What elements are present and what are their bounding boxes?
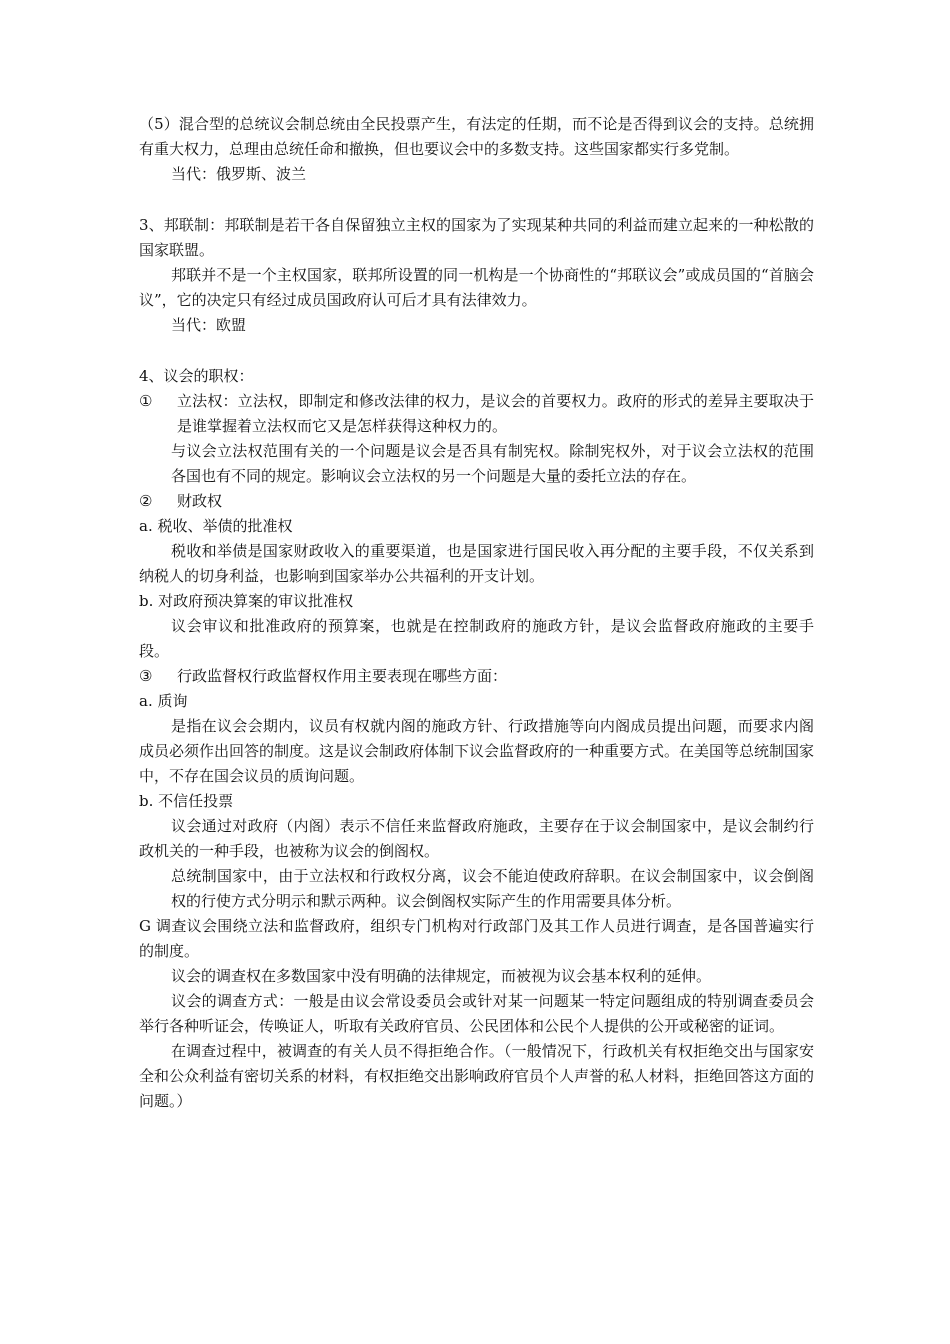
subheading-tax-approval: a. 税收、举债的批准权 bbox=[139, 517, 293, 535]
paragraph-no-confidence-1: 议会通过对政府（内阁）表示不信任来监督政府施政，主要存在于议会制国家中，是议会制约行政机关的一种手段，也被称为议会的倒阁权。 bbox=[139, 817, 814, 860]
paragraph-investigation-methods: 议会的调查方式：一般是由议会常设委员会或针对某一问题某一特定问题组成的特别调查委员会举行各种听证会，传唤证人，听取有关政府官员、公民团体和公民个人提供的公开或秘密的证词。 bbox=[139, 992, 814, 1035]
list-item-legislative-power bbox=[139, 389, 814, 439]
list-marker: ② bbox=[139, 492, 153, 510]
list-item-oversight-power bbox=[139, 664, 814, 689]
list-marker: ① bbox=[139, 392, 153, 410]
paragraph-legislative-scope: 与议会立法权范围有关的一个问题是议会是否具有制宪权。除制宪权外，对于议会立法权的范围各国也有不同的规定。影响议会立法权的另一个问题是大量的委托立法的存在。 bbox=[171, 442, 814, 485]
subheading-no-confidence-vote: b. 不信任投票 bbox=[139, 792, 234, 810]
list-marker: ③ bbox=[139, 667, 153, 685]
paragraph-investigation-cooperation: 在调查过程中，被调查的有关人员不得拒绝合作。（一般情况下，行政机关有权拒绝交出与国家安全和公众利益有密切关系的材料，有权拒绝交出影响政府官员个人声誉的私人材料，拒绝回答这方面的问题。） bbox=[139, 1042, 815, 1110]
contemporary-examples: 当代：俄罗斯、波兰 bbox=[171, 165, 307, 183]
paragraph-tax-approval: 税收和举债是国家财政收入的重要渠道，也是国家进行国民收入再分配的主要手段，不仅关系到纳税人的切身利益，也影响到国家举办公共福利的开支计划。 bbox=[139, 542, 814, 585]
spacer bbox=[139, 187, 814, 213]
paragraph-interpellation: 是指在议会会期内，议员有权就内阁的施政方针、行政措施等向内阁成员提出问题，而要求内阁成员必须作出回答的制度。这是议会制政府体制下议会监督政府的一种重要方式。在美国等总统制国家中，不存在国会议员的质询问题。 bbox=[139, 717, 815, 785]
list-item-text: 财政权 bbox=[177, 492, 223, 510]
subheading-budget-approval: b. 对政府预决算案的审议批准权 bbox=[139, 592, 354, 610]
contemporary-examples: 当代：欧盟 bbox=[171, 316, 247, 334]
section-heading-confederation: 3、邦联制：邦联制是若干各自保留独立主权的国家为了实现某种共同的利益而建立起来的一种松散的国家联盟。 bbox=[139, 216, 814, 259]
subheading-interpellation: a. 质询 bbox=[139, 692, 188, 710]
paragraph-mixed-presidential: （5）混合型的总统议会制总统由全民投票产生，有法定的任期，而不论是否得到议会的支持。总统拥有重大权力，总理由总统任命和撤换，但也要议会中的多数支持。这些国家都实行多党制。 bbox=[139, 115, 814, 158]
list-item-text: 行政监督权行政监督权作用主要表现在哪些方面： bbox=[177, 667, 508, 685]
spacer bbox=[139, 338, 814, 364]
paragraph-investigation-2: 议会的调查权在多数国家中没有明确的法律规定，而被视为议会基本权利的延伸。 bbox=[171, 967, 712, 985]
list-item-text: 立法权：立法权，即制定和修改法律的权力，是议会的首要权力。政府的形式的差异主要取决于是谁掌握着立法权而它又是怎样获得这种权力的。 bbox=[177, 392, 814, 435]
document-body bbox=[139, 112, 814, 1114]
section-heading-parliament-powers: 4、议会的职权： bbox=[139, 367, 254, 385]
paragraph-confederation: 邦联并不是一个主权国家，联邦所设置的同一机构是一个协商性的“邦联议会”或成员国的“首脑会议”，它的决定只有经过成员国政府认可后才具有法律效力。 bbox=[139, 266, 814, 309]
paragraph-no-confidence-2: 总统制国家中，由于立法权和行政权分离，议会不能迫使政府辞职。在议会制国家中，议会倒阁权的行使方式分明示和默示两种。议会倒阁权实际产生的作用需要具体分析。 bbox=[171, 867, 814, 910]
paragraph-investigation: G 调查议会围绕立法和监督政府，组织专门机构对行政部门及其工作人员进行调查，是各国普遍实行的制度。 bbox=[139, 917, 814, 960]
list-item-fiscal-power bbox=[139, 489, 814, 514]
paragraph-budget-approval: 议会审议和批准政府的预算案，也就是在控制政府的施政方针，是议会监督政府施政的主要手段。 bbox=[139, 617, 814, 660]
